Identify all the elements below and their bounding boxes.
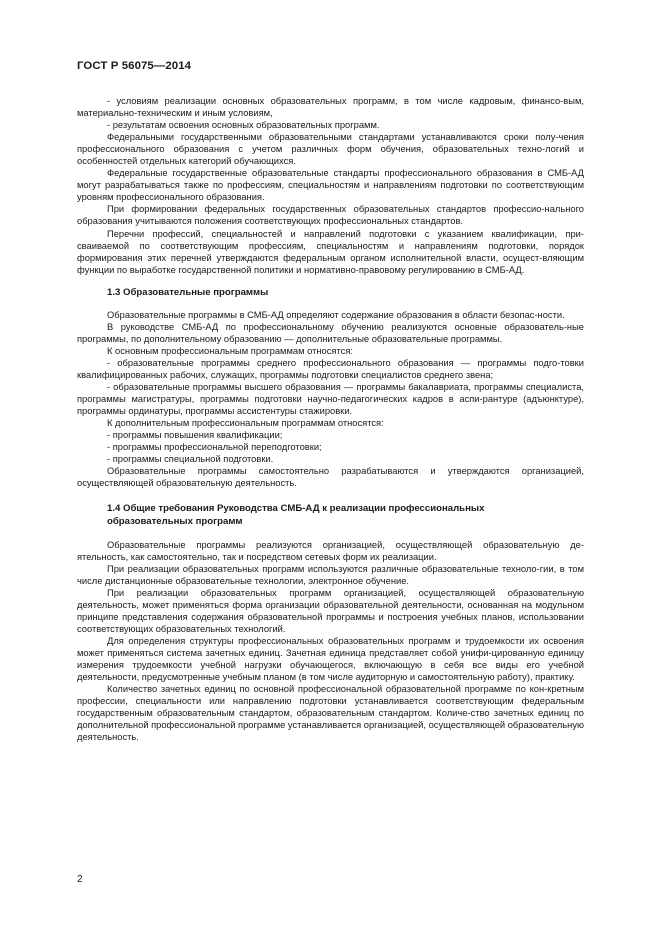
paragraph: Для определения структуры профессиональных образовательных программ и трудоемкости их освоения может применяться система зачетных единиц. Зачетная единица представляет собой унифи-цированную единицу измерения трудоемкости учебной нагрузки обучающегося, включающую в себя все виды его учебной деятельности, предусмотренные учебным планом (в том числе аудиторную и самостоятельную работу), практику. bbox=[77, 635, 584, 683]
document-body bbox=[77, 95, 584, 743]
paragraph: При формировании федеральных государственных образовательных стандартов профессио-нального образования учитываются положения соответствующих профессиональных стандартов. bbox=[77, 204, 584, 227]
paragraph-list-item: - условиям реализации основных образовательных программ, в том числе кадровым, финансо-вым, материально-техническим и иным условиям, bbox=[77, 96, 584, 119]
page-number: 2 bbox=[77, 874, 83, 885]
paragraph: К дополнительным профессиональным программам относятся: bbox=[107, 418, 384, 429]
paragraph: В руководстве СМБ-АД по профессиональному обучению реализуются основные образователь-ные программы, по дополнительному образованию — дополнительные образовательные программы. bbox=[77, 321, 584, 344]
paragraph-list-item: - программы специальной подготовки. bbox=[107, 454, 274, 465]
paragraph: К основным профессиональным программам относятся: bbox=[107, 345, 353, 356]
paragraph: Перечни профессий, специальностей и направлений подготовки с указанием квалификации, при-сваиваемой по соответствующим профессиям, специальностям и направлениям подготовки, порядок формирования этих перечней утверждаются федеральным органом исполнительной власти, осущест-вляющим функции по выработке государственной политики и нормативно-правовому регулированию в СМБ-АД. bbox=[77, 228, 584, 275]
paragraph: Образовательные программы в СМБ-АД определяют содержание образования в области безопас-ности. bbox=[107, 309, 565, 320]
section-heading-1-3: 1.3 Образовательные программы bbox=[107, 286, 269, 298]
paragraph: Количество зачетных единиц по основной профессиональной образовательной программе по кон-кретным профессии, специальности или направлению подготовки устанавливается соответствующим федеральным государственным образовательным стандартом, образовательным стандартом. Количе-ство зачетных единиц по дополнительной профессиональной программе устанавливается организацией, осуществляющей образовательную деятельность. bbox=[77, 684, 585, 743]
paragraph-list-item: - образовательные программы среднего профессионального образования — программы подго-товки квалифицированных рабочих, служащих, программы подготовки специалистов среднего звена; bbox=[77, 357, 584, 380]
paragraph: Образовательные программы самостоятельно разрабатываются и утверждаются организацией, осуществляющей образовательную деятельность. bbox=[77, 466, 584, 489]
document-code-header: ГОСТ Р 56075—2014 bbox=[77, 60, 192, 72]
paragraph: Федеральные государственные образовательные стандарты профессионального образования в СМБ-АД могут разрабатываться также по профессиям, специальностям и направлениям подготовки по соответствующим уровням профессионального образования. bbox=[77, 168, 584, 203]
paragraph: При реализации образовательных программ организацией, осуществляющей образовательную деятельность, может применяться форма организации образовательной деятельности, основанная на модульном принципе представления содержания образовательной программы и построения учебных планов, использовании соответствующих образовательных технологий. bbox=[77, 587, 584, 634]
paragraph-list-item: - программы повышения квалификации; bbox=[107, 430, 283, 441]
section-heading-1-4-line-2: образовательных программ bbox=[107, 515, 243, 527]
paragraph: Образовательные программы реализуются организацией, осуществляющей образовательную де-ятельность, как самостоятельно, так и посредством сетевых форм их реализации. bbox=[77, 539, 584, 562]
section-heading-1-4 bbox=[77, 503, 584, 527]
paragraph-list-item: - образовательные программы высшего образования — программы бакалавриата, программы специалиста, программы магистратуры, программы подготовки научно-педагогических кадров в аспи-рантуре (адъюнктуре), программы ординатуры, программы ассистентуры стажировки. bbox=[77, 382, 584, 417]
paragraph: При реализации образовательных программ используются различные образовательные техноло-гии, в том числе дистанционные образовательные технологии, электронное обучение. bbox=[77, 563, 584, 586]
paragraph-list-item: - результатам освоения основных образовательных программ. bbox=[107, 120, 380, 131]
paragraph-list-item: - программы профессиональной переподготовки; bbox=[107, 442, 322, 453]
section-heading-1-4-line-1: 1.4 Общие требования Руководства СМБ-АД к реализации профессиональных bbox=[107, 503, 485, 515]
paragraph: Федеральными государственными образовательными стандартами устанавливаются сроки полу-чения профессионального образования с учетом различных форм обучения, образовательных техно-логий и особенностей отдельных категорий обучающихся. bbox=[77, 132, 584, 167]
